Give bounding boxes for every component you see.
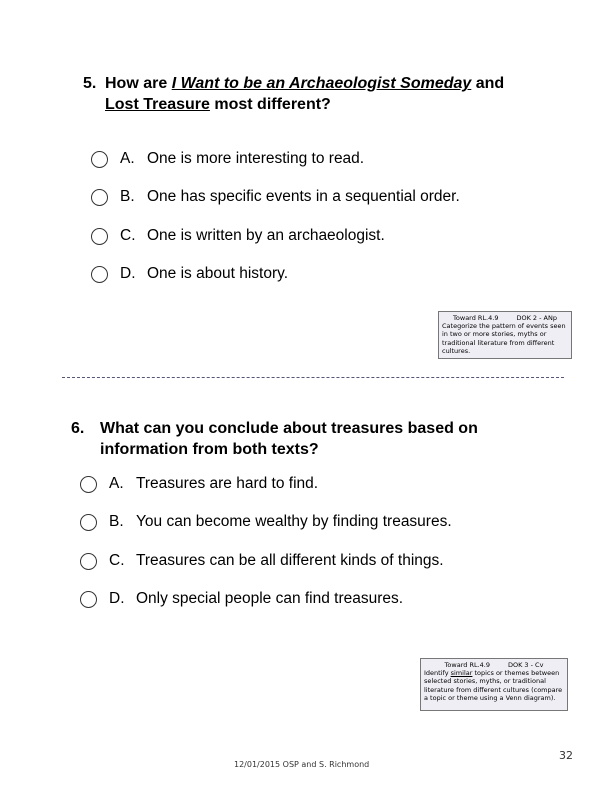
- section-divider: [62, 377, 564, 378]
- question-5: [83, 73, 543, 115]
- radio-button[interactable]: [91, 151, 108, 168]
- standard-description: Categorize the pattern of events seen in two or more stories, myths or traditional literature from different cultures.: [442, 322, 566, 355]
- option-text: One is more interesting to read.: [147, 150, 365, 167]
- option-text: Treasures can be all different kinds of things.: [136, 552, 444, 569]
- option-text: Only special people can find treasures.: [136, 590, 404, 607]
- dok-level: DOK 2 - ANp: [516, 314, 557, 322]
- title-i-want-to-be-an-archaeologist: I Want to be an Archaeologist Someday: [171, 75, 472, 92]
- standard-description: Identify similar topics or themes between selected stories, myths, or traditional literature from different cultures (compare a topic or theme using a Venn diagram).: [424, 669, 563, 702]
- question-number: 6.: [71, 420, 85, 437]
- option-text: Treasures are hard to find.: [136, 475, 319, 492]
- q5-option-c[interactable]: C. One is written by an archaeologist.: [91, 226, 385, 246]
- q6-option-d[interactable]: D. Only special people can find treasures.: [80, 589, 403, 609]
- q5-option-b[interactable]: B. One has specific events in a sequential order.: [91, 187, 460, 207]
- q6-option-c[interactable]: C. Treasures can be all different kinds of things.: [80, 551, 444, 571]
- standard-box-q5: [438, 311, 572, 359]
- page-number: 32: [559, 749, 573, 762]
- q6-option-a[interactable]: A. Treasures are hard to find.: [80, 474, 318, 494]
- q5-option-a[interactable]: A. One is more interesting to read.: [91, 149, 364, 169]
- option-text: One has specific events in a sequential order.: [147, 188, 460, 205]
- question-5-text: How are I Want to be an Archaeologist Someday and Lost Treasure most different?: [105, 75, 505, 113]
- dok-level: DOK 3 - Cv: [507, 661, 544, 669]
- radio-button[interactable]: [80, 591, 97, 608]
- question-6: [71, 418, 541, 460]
- option-text: One is written by an archaeologist.: [147, 227, 385, 244]
- question-number: 5.: [83, 75, 97, 92]
- radio-button[interactable]: [91, 228, 108, 245]
- standard-code: Toward RL.4.9: [444, 661, 490, 669]
- footer-text: 12/01/2015 OSP and S. Richmond: [234, 760, 370, 769]
- radio-button[interactable]: [91, 266, 108, 283]
- standard-box-q6: [420, 658, 568, 711]
- radio-button[interactable]: [80, 553, 97, 570]
- option-text: You can become wealthy by finding treasures.: [136, 513, 452, 530]
- title-lost-treasure: Lost Treasure: [105, 96, 210, 113]
- q5-option-d[interactable]: D. One is about history.: [91, 264, 288, 284]
- radio-button[interactable]: [80, 514, 97, 531]
- radio-button[interactable]: [91, 189, 108, 206]
- standard-code: Toward RL.4.9: [453, 314, 499, 322]
- radio-button[interactable]: [80, 476, 97, 493]
- question-6-text: What can you conclude about treasures based on information from both texts?: [100, 420, 478, 458]
- q6-option-b[interactable]: B. You can become wealthy by finding treasures.: [80, 512, 452, 532]
- option-text: One is about history.: [147, 265, 289, 282]
